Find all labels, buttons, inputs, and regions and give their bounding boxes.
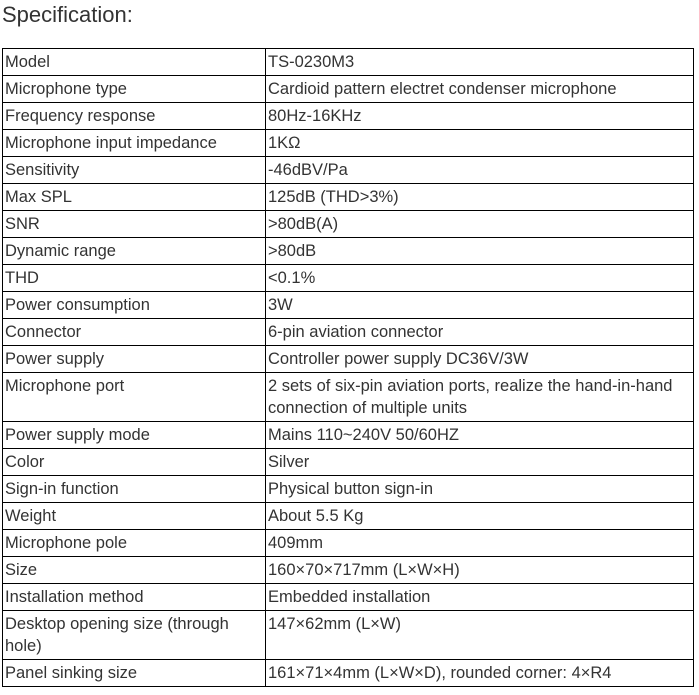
spec-value: <0.1% bbox=[266, 265, 694, 292]
table-row bbox=[3, 557, 694, 584]
table-row bbox=[3, 49, 694, 76]
spec-value: Controller power supply DC36V/3W bbox=[266, 346, 694, 373]
spec-value: 409mm bbox=[266, 530, 694, 557]
spec-value: Mains 110~240V 50/60HZ bbox=[266, 422, 694, 449]
spec-value: 161×71×4mm (L×W×D), rounded corner: 4×R4 bbox=[266, 660, 694, 687]
spec-label: Microphone port bbox=[3, 373, 266, 422]
spec-label: SNR bbox=[3, 211, 266, 238]
page-title: Specification: bbox=[2, 2, 133, 27]
spec-value: 1KΩ bbox=[266, 130, 694, 157]
spec-label: Power consumption bbox=[3, 292, 266, 319]
spec-label: Desktop opening size (through hole) bbox=[3, 611, 266, 660]
spec-value: Physical button sign-in bbox=[266, 476, 694, 503]
table-row bbox=[3, 422, 694, 449]
table-row bbox=[3, 346, 694, 373]
table-row bbox=[3, 584, 694, 611]
table-row bbox=[3, 373, 694, 422]
spec-label: Power supply bbox=[3, 346, 266, 373]
spec-value: >80dB bbox=[266, 238, 694, 265]
spec-label: Max SPL bbox=[3, 184, 266, 211]
spec-value: 125dB (THD>3%) bbox=[266, 184, 694, 211]
spec-value: 147×62mm (L×W) bbox=[266, 611, 694, 660]
table-row bbox=[3, 611, 694, 660]
spec-label: Microphone pole bbox=[3, 530, 266, 557]
spec-value: >80dB(A) bbox=[266, 211, 694, 238]
table-row bbox=[3, 76, 694, 103]
table-row bbox=[3, 319, 694, 346]
spec-label: Sensitivity bbox=[3, 157, 266, 184]
spec-label: Color bbox=[3, 449, 266, 476]
spec-label: Installation method bbox=[3, 584, 266, 611]
table-row bbox=[3, 292, 694, 319]
table-row bbox=[3, 103, 694, 130]
table-row bbox=[3, 211, 694, 238]
spec-value: 3W bbox=[266, 292, 694, 319]
spec-label: Model bbox=[3, 49, 266, 76]
specification-table bbox=[2, 48, 694, 687]
table-row bbox=[3, 157, 694, 184]
spec-label: Panel sinking size bbox=[3, 660, 266, 687]
spec-value: About 5.5 Kg bbox=[266, 503, 694, 530]
table-row bbox=[3, 184, 694, 211]
spec-value: Embedded installation bbox=[266, 584, 694, 611]
spec-value: TS-0230M3 bbox=[266, 49, 694, 76]
spec-label: Weight bbox=[3, 503, 266, 530]
spec-label: Microphone input impedance bbox=[3, 130, 266, 157]
table-row bbox=[3, 503, 694, 530]
spec-value: Silver bbox=[266, 449, 694, 476]
spec-label: Dynamic range bbox=[3, 238, 266, 265]
spec-label: Frequency response bbox=[3, 103, 266, 130]
spec-label: Microphone type bbox=[3, 76, 266, 103]
table-row bbox=[3, 449, 694, 476]
table-row bbox=[3, 660, 694, 687]
table-row bbox=[3, 130, 694, 157]
spec-label: Power supply mode bbox=[3, 422, 266, 449]
spec-label: Size bbox=[3, 557, 266, 584]
spec-label: Sign-in function bbox=[3, 476, 266, 503]
table-row bbox=[3, 238, 694, 265]
table-row bbox=[3, 530, 694, 557]
table-row bbox=[3, 476, 694, 503]
spec-value: Cardioid pattern electret condenser microphone bbox=[266, 76, 694, 103]
spec-value: 6-pin aviation connector bbox=[266, 319, 694, 346]
spec-value: 80Hz-16KHz bbox=[266, 103, 694, 130]
spec-label: THD bbox=[3, 265, 266, 292]
spec-value: 160×70×717mm (L×W×H) bbox=[266, 557, 694, 584]
table-row bbox=[3, 265, 694, 292]
spec-value: -46dBV/Pa bbox=[266, 157, 694, 184]
spec-value: 2 sets of six-pin aviation ports, realize the hand-in-hand connection of multiple units bbox=[266, 373, 694, 422]
spec-label: Connector bbox=[3, 319, 266, 346]
